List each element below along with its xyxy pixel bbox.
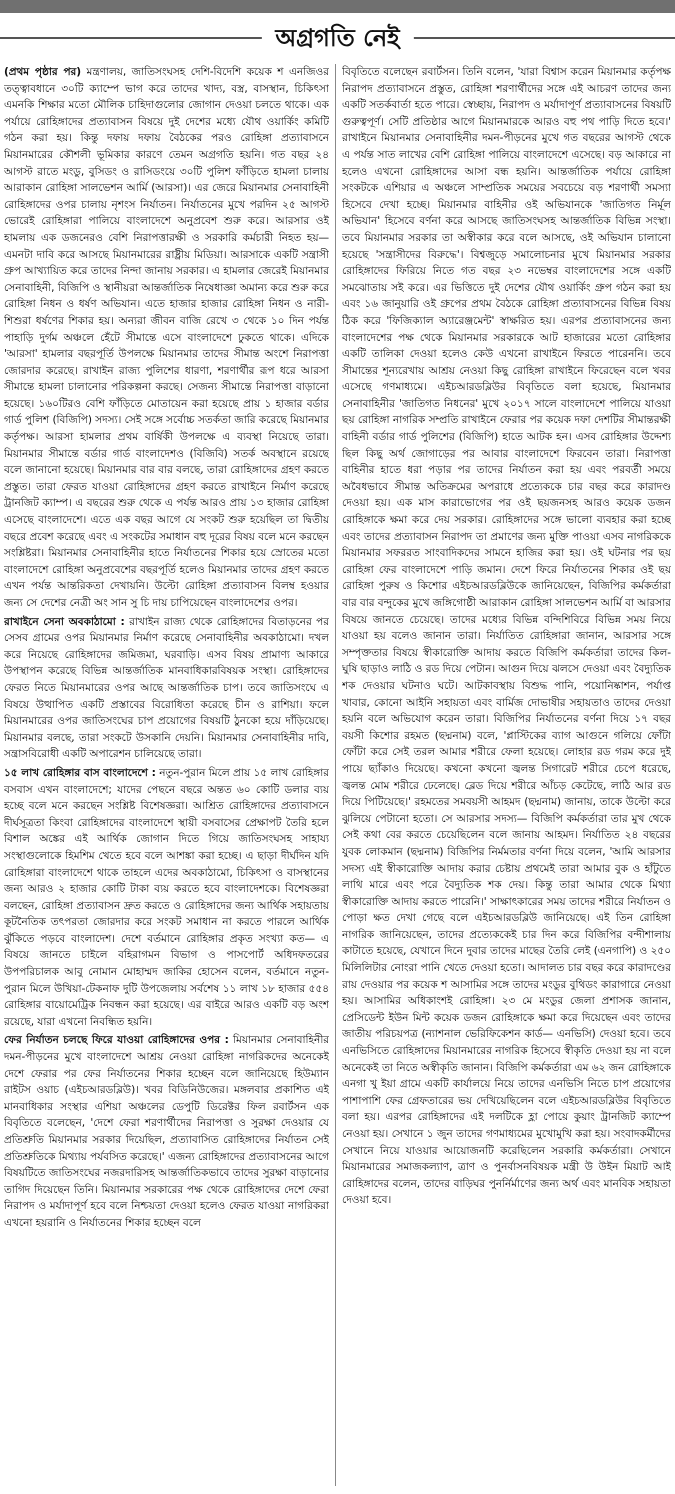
paragraph-intro-text: মন্ত্রণালয়, জাতিসংঘসহ দেশি-বিদেশি কয়েক শ এনজিওর তত্ত্বাবধানে ৩০টি ক্যাম্পে ভাগ করে তাদের খাদ্য, বস্ত্র, বাসস্থান, চিকিৎসা এমনকি শিক্ষার মতো মৌলিক চাহিদাগুলোর জোগান দেওয়া চলতে থাকে। এক পর্যায়ে রোহিঙ্গাদের প্রত্যাবাসন বিষয়ে দুই দেশের মধ্যে যৌথ ওয়ার্কিং কমিটি গঠন করা হয়। কিন্তু দফায় দফায় বৈঠকের পরও রোহিঙ্গা প্রত্যাবাসনে মিয়ানমারের কৌশলী ভূমিকার কারণে তেমন অগ্রগতি হয়নি। গত বছর ২৪ আগস্ট রাতে মংডু, বুসিডং ও রাসিডংয়ে ৩০টি পুলিশ ফাঁড়িতে হামলা চালায় আরাকান রোহিঙ্গা সালভেশন আর্মি (আরসা)। এর জেরে মিয়ানমার সেনাবাহিনী রোহিঙ্গাদের ওপর চালায় নৃশংস নির্যাতন। নির্যাতনের মুখে পরদিন ২৫ আগস্ট ভোরেই রোহিঙ্গারা পালিয়ে বাংলাদেশে অনুপ্রবেশ শুরু করে। আরসার ওই হামলায় এক ডজনেরও বেশি নিরাপত্তারক্ষী ও সরকারি কর্মচারী নিহত হয়— এমনটা দাবি করে আসছে মিয়ানমারের রাষ্ট্রীয় মিডিয়া। আরসাকে একটি সন্ত্রাসী গ্রুপ আখ্যায়িত করে তাদের নিন্দা জানায় সরকার। এ হামলার জেরেই মিয়ানমার সেনাবাহিনী, বিজিপি ও স্থানীয়রা আন্তর্জাতিক নিষেধাজ্ঞা অমান্য করে শুরু করে রোহিঙ্গা নিধন ও ধর্ষণ অভিযান। এতে হাজার হাজার রোহিঙ্গা নিধন ও নারী-শিশুরা ধর্ষণের শিকার হয়। অন্যরা জীবন বাজি রেখে ৩ থেকে ১০ দিন পর্যন্ত পাহাড়ি দুর্গম অঞ্চলে হেঁটে সীমান্তে এসে বাংলাদেশে ঢুকতে থাকে। এদিকে 'আরসা' হামলার বছরপূর্তি উপলক্ষে মিয়ানমার তাদের সীমান্ত অংশে নিরাপত্তা জোরদার করেছে। রাখাইন রাজ্য পুলিশের ধারণা, শরণার্থীর রূপ ধরে আরসা সীমান্তে হামলা চালানোর পরিকল্পনা করছে। সেজন্য সীমান্তে নিরাপত্তা বাড়ানো হয়েছে। ১৬০টিরও বেশি ফাঁড়িতে মোতায়েন করা হয়েছে প্রায় ১ হাজার বর্ডার গার্ড পুলিশ (বিজিপি) সদস্য। সেই সঙ্গে সর্বোচ্চ সতর্কতা জারি করেছে মিয়ানমার কর্তৃপক্ষ। আরসা হামলার প্রথম বার্ষিকী উপলক্ষে এ ব্যবস্থা নিয়েছে তারা। মিয়ানমার সীমান্তে বর্ডার গার্ড বাংলাদেশও (বিজিবি) সতর্ক অবস্থানে রয়েছে বলে জানানো হয়েছে। মিয়ানমার বার বার বলছে, তারা রোহিঙ্গাদের গ্রহণ করতে প্রস্তুত। তারা ফেরত যাওয়া রোহিঙ্গাদের গ্রহণ করতে রাখাইনে নির্মাণ করেছে ট্রানজিট ক্যাম্প। এ বছরের শুরু থেকে এ পর্যন্ত আরও প্রায় ১৩ হাজার রোহিঙ্গা এসেছে বাংলাদেশে। এতে এক বছর আগে যে সংকট শুরু হয়েছিল তা দ্বিতীয় বছরে প্রবেশ করেছে এবং এ সংকটের সমাধান বহু দূরের বিষয় বলে মনে করছেন সংশ্লিষ্টরা। মিয়ানমার সেনাবাহিনীর হাতে নির্যাতনের শিকার হয়ে স্রোতের মতো বাংলাদেশে রোহিঙ্গা অনুপ্রবেশের বছরপূর্তি হলেও মিয়ানমার তাদের গ্রহণ করতে এখন পর্যন্ত আন্তরিকতা দেখায়নি। উল্টো রোহিঙ্গা প্রত্যাবাসন বিলম্ব হওয়ার জন্য সে দেশের নেত্রী অং সান সু চি দায় চাপিয়েছেন বাংলাদেশের ওপর। xyxy=(4,66,329,609)
subheading-military-infrastructure: রাখাইনে সেনা অবকাঠামো : xyxy=(4,615,125,628)
paragraph-military-infrastructure xyxy=(4,614,329,763)
paragraph-rohingya-population xyxy=(4,765,329,1031)
paragraph-military-infrastructure-text: রাখাইন রাজ্য থেকে রোহিঙ্গাদের বিতাড়নের পর সেসব গ্রামের ওপর মিয়ানমার নির্মাণ করেছে সেনাবাহিনীর অবকাঠামো। দখল করে নিয়েছে রোহিঙ্গাদের জমিজমা, ঘরবাড়ি। এসব বিষয় প্রামাণ্য আকারে উপস্থাপন করেছে বিভিন্ন আন্তর্জাতিক মানবাধিকারবিষয়ক সংস্থা। রোহিঙ্গাদের ফেরত নিতে মিয়ানমারের ওপর আছে আন্তর্জাতিক চাপ। তবে জাতিসংঘে এ বিষয়ে উত্থাপিত একটি প্রস্তাবের বিরোধিতা করেছে চীন ও রাশিয়া। ফলে মিয়ানমারের ওপর জাতিসংঘের চাপ প্রয়োগের বিষয়টি ঠুনকো হয়ে দাঁড়িয়েছে। মিয়ানমার বলছে, তারা সংকটে উসকানি দেয়নি। মিয়ানমার সেনাবাহিনীর দাবি, সন্ত্রাসবিরোধী একটি অপারেশন চালিয়েছে তারা। xyxy=(4,615,329,761)
headline-band xyxy=(0,16,675,60)
article-body xyxy=(4,64,671,1486)
paragraph-returnee-torture-text: মিয়ানমার সেনাবাহিনীর দমন-পীড়নের মুখে বাংলাদেশে আশ্রয় নেওয়া রোহিঙ্গা নাগরিকদের অনেকেই দেশে ফেরার পর ফের নির্যাতনের শিকার হচ্ছেন বলে জানিয়েছে হিউম্যান রাইটস ওয়াচ (এইচআরডব্লিউ)। খবর বিডিনিউজের। মঙ্গলবার প্রকাশিত এই মানবাধিকার সংস্থার এশিয়া অঞ্চলের ডেপুটি ডিরেক্টর ফিল রবার্টসন এক বিবৃতিতে বলেছেন, 'দেশে ফেরা শরণার্থীদের নিরাপত্তা ও সুরক্ষা দেওয়ার যে প্রতিশ্রুতি মিয়ানমার সরকার দিয়েছিল, প্রত্যাবাসিত রোহিঙ্গাদের নির্যাতন সেই প্রতিশ্রুতিকে মিথ্যায় পর্যবসিত করেছে।' এজন্য রোহিঙ্গাদের প্রত্যাবাসনের আগে বিষয়টিতে জাতিসংঘের নজরদারিসহ আন্তর্জাতিকভাবে তাদের সুরক্ষা বাড়ানোর তাগিদ দিয়েছেন তিনি। মিয়ানমার সরকারের পক্ষ থেকে রোহিঙ্গাদের দেশে ফেরা নিরাপদ ও মর্যাদাপূর্ণ হবে বলে নিশ্চয়তা দেওয়া হলেও ফেরত যাওয়া নাগরিকরা এখনো হয়রানি ও নির্যাতনের শিকার হচ্ছেন বলে xyxy=(4,1034,329,1229)
subheading-rohingya-population: ১৫ লাখ রোহিঙ্গার বাস বাংলাদেশে : xyxy=(4,766,156,779)
paragraph-returnee-torture xyxy=(4,1032,329,1231)
top-gray-rule xyxy=(0,0,675,13)
page-headline: অগ্রগতি নেই xyxy=(261,20,413,60)
right-column xyxy=(342,64,671,1486)
continued-marker: (প্রথম পৃষ্ঠার পর) xyxy=(4,66,82,78)
paragraph-right-continued: বিবৃতিতে বলেছেন রবার্টসন। তিনি বলেন, 'যারা বিশ্বাস করেন মিয়ানমার কর্তৃপক্ষ নিরাপদ প্রত্যাবাসনে প্রস্তুত, রোহিঙ্গা শরণার্থীদের সঙ্গে এই আচরণ তাদের জন্য একটি সতর্কবার্তা হতে পারে। স্বেচ্ছায়, নিরাপদ ও মর্যাদাপূর্ণ প্রত্যাবাসনের বিষয়টি গুরুত্বপূর্ণ। সেটি প্রতিষ্ঠার আগে মিয়ানমারকে আরও বহু পথ পাড়ি দিতে হবে।' রাখাইনে মিয়ানমার সেনাবাহিনীর দমন-পীড়নের মুখে গত বছরের আগস্ট থেকে এ পর্যন্ত সাত লাখের বেশি রোহিঙ্গা পালিয়ে বাংলাদেশে এসেছে। বড় আকারে না হলেও এখনো রোহিঙ্গাদের আসা বন্ধ হয়নি। আন্তর্জাতিক পর্যায়ে রোহিঙ্গা সংকটকে এশিয়ার এ অঞ্চলে সাম্প্রতিক সময়ের সবচেয়ে বড় শরণার্থী সমস্যা হিসেবে দেখা হচ্ছে। মিয়ানমার বাহিনীর ওই অভিযানকে 'জাতিগত নির্মূল অভিযান' হিসেবে বর্ণনা করে আসছে জাতিসংঘসহ আন্তর্জাতিক বিভিন্ন সংস্থা। তবে মিয়ানমার সরকার তা অস্বীকার করে বলে আসছে, ওই অভিযান চালানো হয়েছে 'সন্ত্রাসীদের বিরুদ্ধে'। বিশ্বজুড়ে সমালোচনার মুখে মিয়ানমার সরকার রোহিঙ্গাদের ফিরিয়ে নিতে গত বছর ২৩ নভেম্বর বাংলাদেশের সঙ্গে একটি সমঝোতায় সই করে। এর ভিত্তিতে দুই দেশের যৌথ ওয়ার্কিং গ্রুপ গঠন করা হয় এবং ১৬ জানুয়ারি ওই গ্রুপের প্রথম বৈঠকে রোহিঙ্গা প্রত্যাবাসনের বিভিন্ন বিষয় ঠিক করে 'ফিজিক্যাল অ্যারেঞ্জমেন্ট' স্বাক্ষরিত হয়। এরপর প্রত্যাবাসনের জন্য বাংলাদেশের পক্ষ থেকে মিয়ানমার সরকারকে আট হাজারের মতো রোহিঙ্গার একটি তালিকা দেওয়া হলেও কেউ এখনো রাখাইনে ফিরতে পারেননি। তবে সীমান্তের শূন্যরেখায় আশ্রয় নেওয়া কিছু রোহিঙ্গা রাখাইনে ফিরেছেন বলে খবর এসেছে গণমাধ্যমে। এইচআরডব্লিউর বিবৃতিতে বলা হয়েছে, মিয়ানমার সেনাবাহিনীর 'জাতিগত নিধনের' মুখে ২০১৭ সালে বাংলাদেশে পালিয়ে যাওয়া ছয় রোহিঙ্গা নাগরিক সম্প্রতি রাখাইনে ফেরার পর কয়েক দফা দেশটির সীমান্তরক্ষী বাহিনী বর্ডার গার্ড পুলিশের (বিজিপি) হাতে আটক হন। এসব রোহিঙ্গার উদ্দেশ্য ছিল কিছু অর্থ জোগাড়ের পর আবার বাংলাদেশে ফিরবেন তারা। নিরাপত্তা বাহিনীর হাতে ধরা পড়ার পর তাদের নির্যাতন করা হয় এবং পরবর্তী সময়ে অবৈধভাবে সীমান্ত অতিক্রমের অপরাধে প্রত্যেককে চার বছর করে কারাদণ্ড দেওয়া হয়। এক মাস কারাভোগের পর ওই ছয়জনসহ আরও কয়েক ডজন রোহিঙ্গাকে ক্ষমা করে দেয় সরকার। রোহিঙ্গাদের সঙ্গে ভালো ব্যবহার করা হচ্ছে এবং তাদের প্রত্যাবাসন নিরাপদ তা প্রমাণের জন্য মুক্তি পাওয়া এসব নাগরিককে মিয়ানমার সফররত সাংবাদিকদের সামনে হাজির করা হয়। ওই ঘটনার পর ছয় রোহিঙ্গা ফের বাংলাদেশে পাড়ি জমান। দেশে ফিরে নির্যাতনের শিকার ওই ছয় রোহিঙ্গা পুরুষ ও কিশোর এইচআরডব্লিউকে জানিয়েছেন, বিজিপির কর্মকর্তারা বার বার বন্দুকের মুখে জঙ্গিগোষ্ঠী আরাকান রোহিঙ্গা সালভেশন আর্মি বা আরসার বিষয়ে জানতে চেয়েছে। তাদের মধ্যের বিভিন্ন বন্দিশিবিরে বিভিন্ন সময় নিয়ে যাওয়া হয় বলেও জানান তারা। নির্যাতিত রোহিঙ্গারা জানান, আরসার সঙ্গে সম্পৃক্ততার বিষয়ে স্বীকারোক্তি আদায় করতে বিজিপি কর্মকর্তারা তাদের কিল-ঘুষি ছাড়াও লাঠি ও রড দিয়ে পেটান। আগুন দিয়ে ঝলসে দেওয়া এবং বৈদ্যুতিক শক দেওয়ার ঘটনাও ঘটে। আটকাবস্থায় বিশুদ্ধ পানি, পয়োনিষ্কাশন, পর্যাপ্ত খাবার, কোনো আইনি সহায়তা এবং বার্মিজ দোভাষীর সহায়তাও তাদের দেওয়া হয়নি বলে অভিযোগ করেন তারা। বিজিপির নির্যাতনের বর্ণনা দিয়ে ১৭ বছর বয়সী কিশোর রহমত (ছদ্মনাম) বলে, 'প্লাস্টিকের ব্যাগ আগুনে গলিয়ে ফোঁটা ফোঁটা করে সেই তরল আমার শরীরে ফেলা হয়েছে। লোহার রড গরম করে দুই পায়ে ছ্যাঁকাও দিয়েছে। কখনো কখনো জ্বলন্ত সিগারেট শরীরে চেপে ধরেছে, জ্বলন্ত মোম শরীরে ঢেলেছে। ব্লেড দিয়ে শরীরে আঁচড় কেটেছে, লাঠি আর রড দিয়ে পিটিয়েছে।' রহমতের সমবয়সী আহমদ (ছদ্মনাম) জানায়, তাকে উল্টো করে ঝুলিয়ে পেটানো হতো। সে আরসার সদস্য— বিজিপি কর্মকর্তারা তার মুখ থেকে সেই কথা বের করতে চেয়েছিলেন বলে জানায় আহমদ। নির্যাতিত ২৪ বছরের যুবক লোকমান (ছদ্মনাম) বিজিপির নির্মমতার বর্ণনা দিয়ে বলেন, 'আমি আরসার সদস্য এই স্বীকারোক্তি আদায় করার চেষ্টায় প্রথমেই তারা আমার বুক ও হাঁটুতে লাথি মারে এবং পরে বৈদ্যুতিক শক দেয়। কিন্তু তারা আমার থেকে মিথ্যা স্বীকারোক্তি আদায় করতে পারেনি।' সাক্ষাৎকারের সময় তাদের শরীরে নির্যাতন ও পোড়া ক্ষত দেখা গেছে বলে এইচআরডব্লিউ জানিয়েছে। এই তিন রোহিঙ্গা নাগরিক জানিয়েছেন, তাদের প্রত্যেককেই চার দিন করে বিজিপির বন্দীশালায় কাটাতে হয়েছে, যেখানে দিনে দুবার তাদের মাছের তৈরি লেই (এনগাপি) ও ২৫০ মিলিলিটার নোংরা পানি খেতে দেওয়া হতো। আদালত চার বছর করে কারাদণ্ডের রায় দেওয়ার পর কয়েক শ আসামির সঙ্গে তাদের মংডুর বুথিডং কারাগারে নেওয়া হয়। আসামির অধিকাংশই রোহিঙ্গা। ২৩ মে মংডুর জেলা প্রশাসক জানান, প্রেসিডেন্ট ইউন মিন্ট কয়েক ডজন রোহিঙ্গাকে ক্ষমা করে দিয়েছেন এবং তাদের জাতীয় পরিচয়পত্র (ন্যাশনাল ভেরিফিকেশন কার্ড— এনভিসি) দেওয়া হবে। তবে এনভিসিতে রোহিঙ্গাদের মিয়ানমারের নাগরিক হিসেবে স্বীকৃতি দেওয়া হয় না বলে অনেকেই তা নিতে অস্বীকৃতি জানান। বিজিপি কর্মকর্তারা এম ৬২ জন রোহিঙ্গাকে এনগা খু ইয়া গ্রামে একটি কার্যালয়ে নিয়ে তাদের এনভিসি নিতে চাপ প্রয়োগের পাশাপাশি ফের গ্রেফতারের ভয় দেখিয়েছিলেন বলে এইচআরডব্লিউর বিবৃতিতে বলা হয়। এরপর রোহিঙ্গাদের এই দলটিকে হ্লা পোয়ে কুয়াং ট্রানজিট ক্যাম্পে নেওয়া হয়। সেখানে ১ জুন তাদের গণমাধ্যমের মুখোমুখি করা হয়। সংবাদকর্মীদের সেখানে নিয়ে যাওয়ার আয়োজনটি করেছিলেন সরকারি কর্মকর্তারা। সেখানে মিয়ানমারের সমাজকল্যাণ, ত্রাণ ও পুনর্বাসনবিষয়ক মন্ত্রী উ উইন মিয়াট আই রোহিঙ্গাদের বলেন, তাদের বাড়িঘর পুনর্নির্মাণের জন্য অর্থ এবং মানবিক সহায়তা দেওয়া হবে। xyxy=(342,66,671,1207)
paragraph-rohingya-population-text: নতুন-পুরান মিলে প্রায় ১৫ লাখ রোহিঙ্গার বসবাস এখন বাংলাদেশে; যাদের পেছনে বছরে অন্তত ৬০ কোটি ডলার ব্যয় হচ্ছে বলে মনে করছেন সংশ্লিষ্ট বিশেষজ্ঞরা। আশ্রিত রোহিঙ্গাদের প্রত্যাবাসনে দীর্ঘসূত্রতা কিংবা রোহিঙ্গাদের বাংলাদেশে স্থায়ী বসবাসের প্রেক্ষাপট তৈরি হলে বিশাল অঙ্কের এই আর্থিক জোগান দিতে গিয়ে জাতিসংঘসহ সাহায্য সংস্থাগুলোকে হিমশিম খেতে হবে বলে আশঙ্কা করা হচ্ছে। এ ছাড়া দীর্ঘদিন যদি রোহিঙ্গারা বাংলাদেশে থাকে তাহলে এদের অবকাঠামো, চিকিৎসা ও বাসস্থানের জন্য আরও ২ হাজার কোটি টাকা ব্যয় করতে হবে বাংলাদেশকে। বিশেষজ্ঞরা বলছেন, রোহিঙ্গা প্রত্যাবাসন দ্রুত করতে ও রোহিঙ্গাদের জন্য আর্থিক সহায়তায় কূটনৈতিক তৎপরতা জোরদার করে সংকট সমাধান না করতে পারলে আর্থিক ঝুঁকিতে পড়বে বাংলাদেশ। দেশে বর্তমানে রোহিঙ্গার প্রকৃত সংখ্যা কত— এ বিষয়ে জানতে চাইলে বহিরাগমন বিভাগ ও পাসপোর্ট অধিদফতরের উপপরিচালক আবু নোমান মোহাম্মদ জাকির হোসেন বলেন, বর্তমানে নতুন-পুরান মিলে উখিয়া-টেকনাফ দুটি উপজেলায় সর্বশেষ ১১ লাখ ১৮ হাজার ৫৫৪ রোহিঙ্গার বায়োমেট্রিক নিবন্ধন করা হয়েছে। এর বাইরে আরও একটি বড় অংশ রয়েছে, যারা এখনো নিবন্ধিত হয়নি। xyxy=(4,766,329,1028)
paragraph-intro xyxy=(4,64,329,612)
left-column xyxy=(4,64,329,1486)
column-divider xyxy=(335,64,336,1486)
subheading-returnee-torture: ফের নির্যাতন চলছে ফিরে যাওয়া রোহিঙ্গাদের ওপর : xyxy=(4,1034,229,1047)
